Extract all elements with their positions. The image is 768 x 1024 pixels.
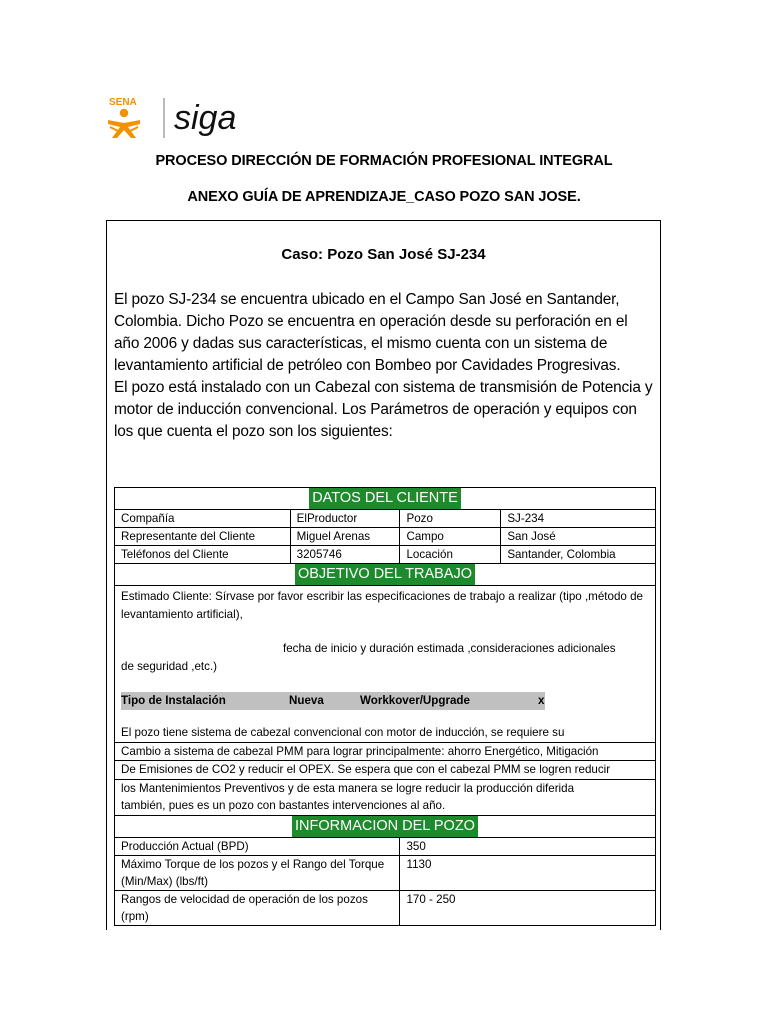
description-line: Cambio a sistema de cabezal PMM para lograr principalmente: ahorro Energético, Mitigación xyxy=(115,742,655,761)
field-label: Locación xyxy=(400,546,501,564)
option-nueva: Nueva xyxy=(289,694,324,707)
table-row xyxy=(115,837,656,855)
field-value: 170 - 250 xyxy=(400,890,656,925)
case-intro xyxy=(114,289,656,443)
description-line: El pozo tiene sistema de cabezal convencional con motor de inducción, se requiere su xyxy=(121,726,565,739)
description-line: también, pues es un pozo con bastantes intervenciones al año. xyxy=(121,799,446,812)
section-title: INFORMACION DEL POZO xyxy=(292,816,478,837)
field-value: Miguel Arenas xyxy=(290,528,400,546)
case-frame xyxy=(106,220,661,930)
svg-text:SENA: SENA xyxy=(109,97,137,108)
siga-logo: siga xyxy=(174,99,237,137)
table-row xyxy=(115,528,656,546)
field-label: Rangos de velocidad de operación de los pozos (rpm) xyxy=(115,890,400,925)
sena-siga-logo xyxy=(106,94,256,142)
intro-paragraph-2: El pozo está instalado con un Cabezal con sistema de transmisión de Potencia y motor de inducción convencional. Los Parámetros de operación y equipos con los que cuenta el pozo son los siguientes: xyxy=(114,379,653,440)
description-line: los Mantenimientos Preventivos y de esta manera se logre reducir la producción diferida xyxy=(115,779,655,798)
logo-area xyxy=(106,94,256,142)
field-label: Compañía xyxy=(115,510,291,528)
field-label: Representante del Cliente xyxy=(115,528,291,546)
objetivo-instructions-end: de seguridad ,etc.) xyxy=(121,659,218,673)
objetivo-description xyxy=(121,724,649,815)
field-value: San José xyxy=(501,528,656,546)
process-heading: PROCESO DIRECCIÓN DE FORMACIÓN PROFESIONAL INTEGRAL xyxy=(155,153,613,169)
installation-type-label: Tipo de Instalación xyxy=(121,694,226,707)
section-title: DATOS DEL CLIENTE xyxy=(309,488,461,509)
selected-mark: x xyxy=(538,694,545,707)
field-value: ElProductor xyxy=(290,510,400,528)
sena-logo xyxy=(108,97,140,138)
field-value: 3205746 xyxy=(290,546,400,564)
section-informacion xyxy=(115,815,656,837)
field-label: Pozo xyxy=(400,510,501,528)
table-row xyxy=(115,546,656,564)
client-form-table xyxy=(114,487,656,926)
table-row xyxy=(115,890,656,925)
field-value: 1130 xyxy=(400,855,656,890)
field-label: Producción Actual (BPD) xyxy=(115,837,400,855)
case-title: Caso: Pozo San José SJ-234 xyxy=(281,246,486,263)
section-title: OBJETIVO DEL TRABAJO xyxy=(295,564,475,585)
objetivo-content xyxy=(115,586,656,816)
field-value: 350 xyxy=(400,837,656,855)
field-label: Teléfonos del Cliente xyxy=(115,546,291,564)
option-workover: Workkover/Upgrade xyxy=(360,694,470,707)
description-line: De Emisiones de CO2 y reducir el OPEX. Se espera que con el cabezal PMM se logren reducir xyxy=(115,760,655,779)
intro-paragraph-1: El pozo SJ-234 se encuentra ubicado en el Campo San José en Santander, Colombia. Dicho Pozo se encuentra en operación desde su perforación en el año 2006 y dadas sus características, el mismo cuenta con un sistema de levantamiento artificial de petróleo con Bombeo por Cavidades Progresivas. xyxy=(114,291,628,374)
field-label: Máximo Torque de los pozos y el Rango del Torque (Min/Max) (lbs/ft) xyxy=(115,855,400,890)
installation-type-row xyxy=(121,692,649,710)
objetivo-instructions-cont: fecha de inicio y duración estimada ,consideraciones adicionales xyxy=(283,642,616,655)
section-objetivo xyxy=(115,564,656,586)
section-datos-cliente xyxy=(115,488,656,510)
field-value: Santander, Colombia xyxy=(501,546,656,564)
table-row xyxy=(115,510,656,528)
field-value: SJ-234 xyxy=(501,510,656,528)
table-row xyxy=(115,855,656,890)
annex-heading: ANEXO GUÍA DE APRENDIZAJE_CASO POZO SAN JOSE. xyxy=(187,189,581,205)
field-label: Campo xyxy=(400,528,501,546)
objetivo-instructions: Estimado Cliente: Sírvase por favor escribir las especificaciones de trabajo a realizar (tipo ,método de levantamiento artificial), xyxy=(121,590,643,621)
